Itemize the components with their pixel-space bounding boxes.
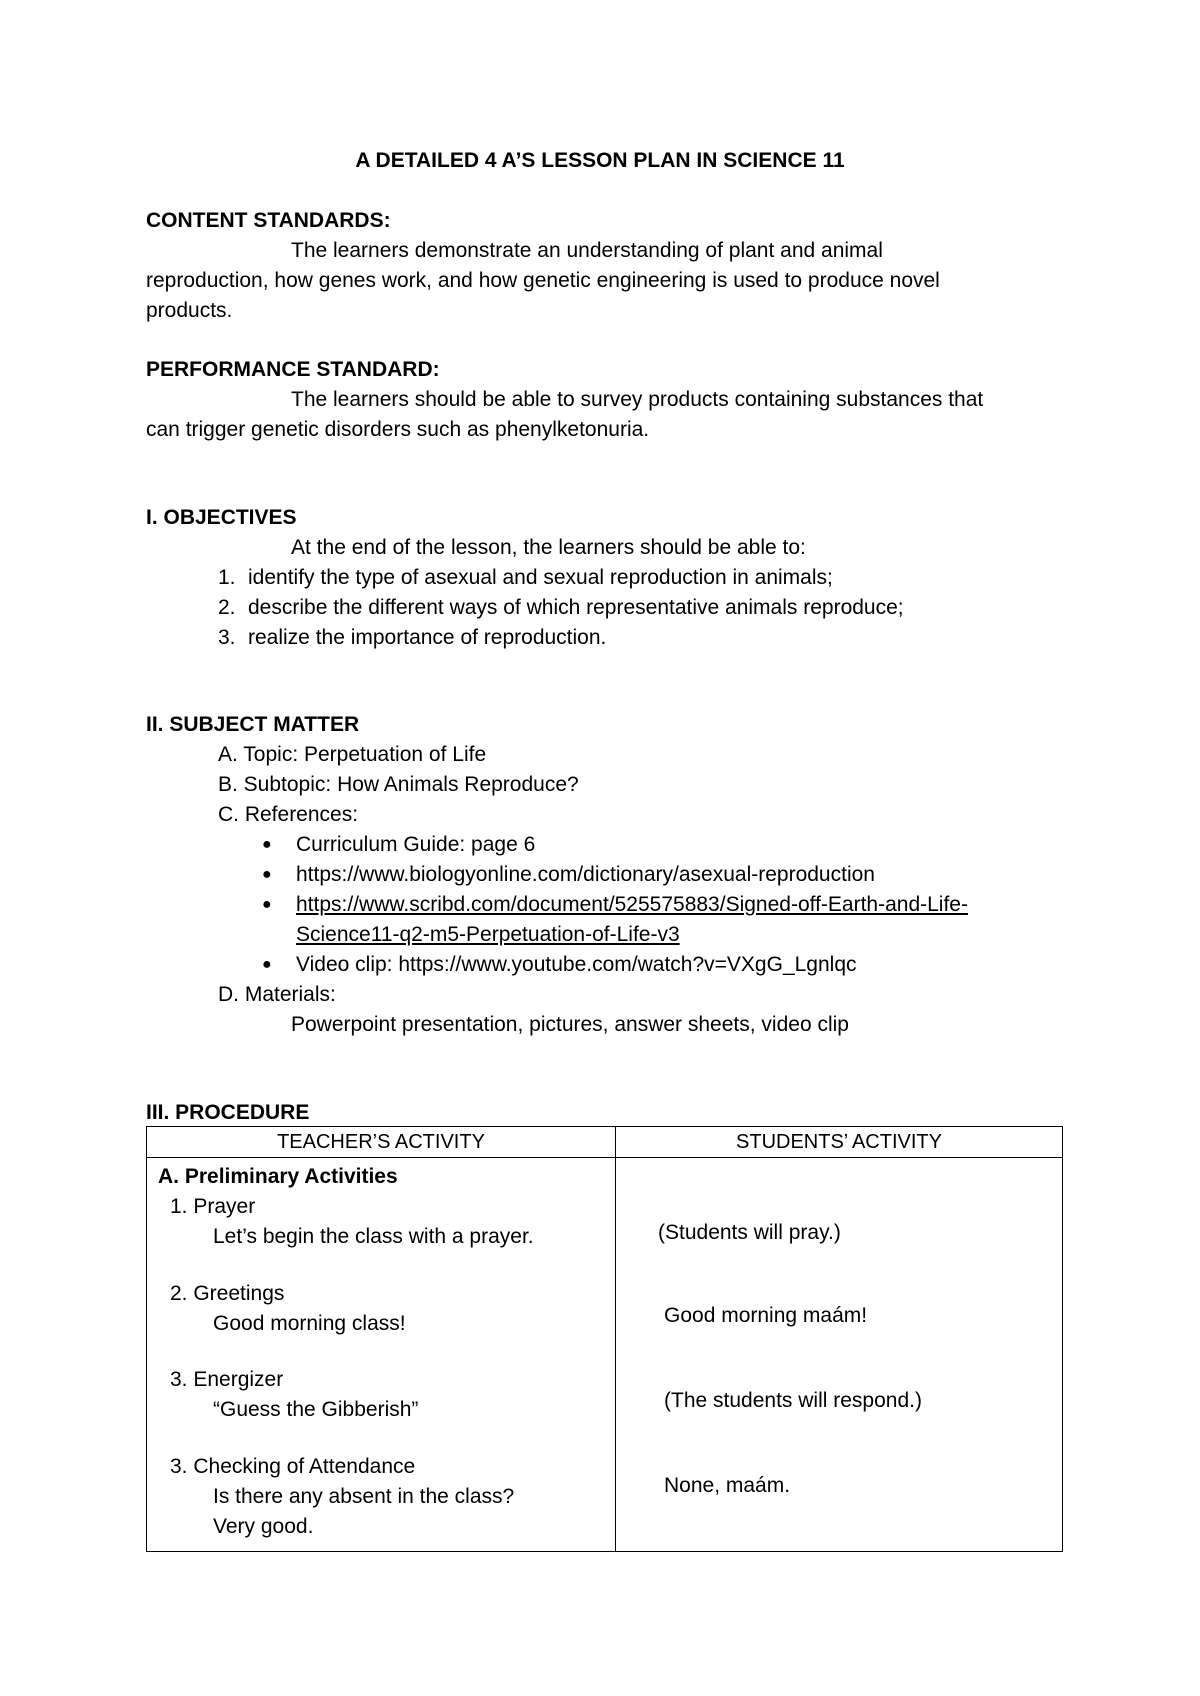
bullet-icon: ● xyxy=(262,896,272,913)
objective-item: describe the different ways of which representative animals reproduce; xyxy=(248,596,904,619)
attendance-title: 3. Checking of Attendance xyxy=(170,1455,416,1478)
objective-item: realize the importance of reproduction. xyxy=(248,626,607,649)
bullet-icon: ● xyxy=(262,866,272,883)
materials-text: Powerpoint presentation, pictures, answer sheets, video clip xyxy=(291,1013,849,1036)
subject-subtopic: B. Subtopic: How Animals Reproduce? xyxy=(218,773,579,796)
bullet-icon: ● xyxy=(262,836,272,853)
document-title: A DETAILED 4 A’S LESSON PLAN IN SCIENCE 11 xyxy=(355,149,845,172)
preliminary-activities-heading: A. Preliminary Activities xyxy=(158,1165,398,1188)
greetings-title: 2. Greetings xyxy=(170,1282,285,1305)
materials-label: D. Materials: xyxy=(218,983,336,1006)
content-standards-line-3: products. xyxy=(146,299,233,322)
objective-number: 1. xyxy=(218,566,236,589)
content-standards-line-2: reproduction, how genes work, and how genetic engineering is used to produce novel xyxy=(146,269,940,292)
prayer-title: 1. Prayer xyxy=(170,1195,256,1218)
students-prayer-response: (Students will pray.) xyxy=(658,1221,841,1244)
students-greeting-response: Good morning maám! xyxy=(664,1304,868,1327)
students-activity-cell xyxy=(616,1158,1063,1552)
reference-link[interactable]: https://www.biologyonline.com/dictionary/asexual-reproduction xyxy=(296,863,875,886)
performance-standard-line-2: can trigger genetic disorders such as phenylketonuria. xyxy=(146,418,650,441)
bullet-icon: ● xyxy=(262,956,272,973)
content-standards-heading: CONTENT STANDARDS: xyxy=(146,209,391,232)
reference-link-continued[interactable]: Science11-q2-m5-Perpetuation-of-Life-v3 xyxy=(296,923,680,946)
reference-video-clip[interactable]: Video clip: https://www.youtube.com/watch?v=VXgG_Lgnlqc xyxy=(296,953,857,976)
attendance-remark: Very good. xyxy=(213,1515,314,1538)
table-header-row xyxy=(147,1127,1063,1158)
procedure-heading: III. PROCEDURE xyxy=(146,1101,310,1124)
energizer-text: “Guess the Gibberish” xyxy=(213,1398,419,1421)
students-attendance-response: None, maám. xyxy=(664,1474,791,1497)
prayer-text: Let’s begin the class with a prayer. xyxy=(213,1225,534,1248)
teacher-activity-cell xyxy=(147,1158,616,1552)
reference-item: Curriculum Guide: page 6 xyxy=(296,833,536,856)
reference-link[interactable]: https://www.scribd.com/document/525575883/Signed-off-Earth-and-Life- xyxy=(296,893,968,916)
references-label: C. References: xyxy=(218,803,359,826)
students-energizer-response: (The students will respond.) xyxy=(664,1389,922,1412)
content-standards-line-1: The learners demonstrate an understanding of plant and animal xyxy=(291,239,883,262)
attendance-question: Is there any absent in the class? xyxy=(213,1485,515,1508)
performance-standard-heading: PERFORMANCE STANDARD: xyxy=(146,358,440,381)
objective-number: 2. xyxy=(218,596,236,619)
objective-number: 3. xyxy=(218,626,236,649)
procedure-table xyxy=(146,1126,1063,1552)
performance-standard-line-1: The learners should be able to survey products containing substances that xyxy=(291,388,984,411)
subject-matter-heading: II. SUBJECT MATTER xyxy=(146,713,360,736)
objectives-intro: At the end of the lesson, the learners should be able to: xyxy=(291,536,806,559)
objective-item: identify the type of asexual and sexual reproduction in animals; xyxy=(248,566,833,589)
subject-topic: A. Topic: Perpetuation of Life xyxy=(218,743,487,766)
energizer-title: 3. Energizer xyxy=(170,1368,284,1391)
teacher-activity-header: TEACHER’S ACTIVITY xyxy=(147,1127,616,1158)
objectives-heading: I. OBJECTIVES xyxy=(146,506,297,529)
table-row xyxy=(147,1158,1063,1552)
students-activity-header: STUDENTS’ ACTIVITY xyxy=(616,1127,1063,1158)
greetings-text: Good morning class! xyxy=(213,1312,406,1335)
